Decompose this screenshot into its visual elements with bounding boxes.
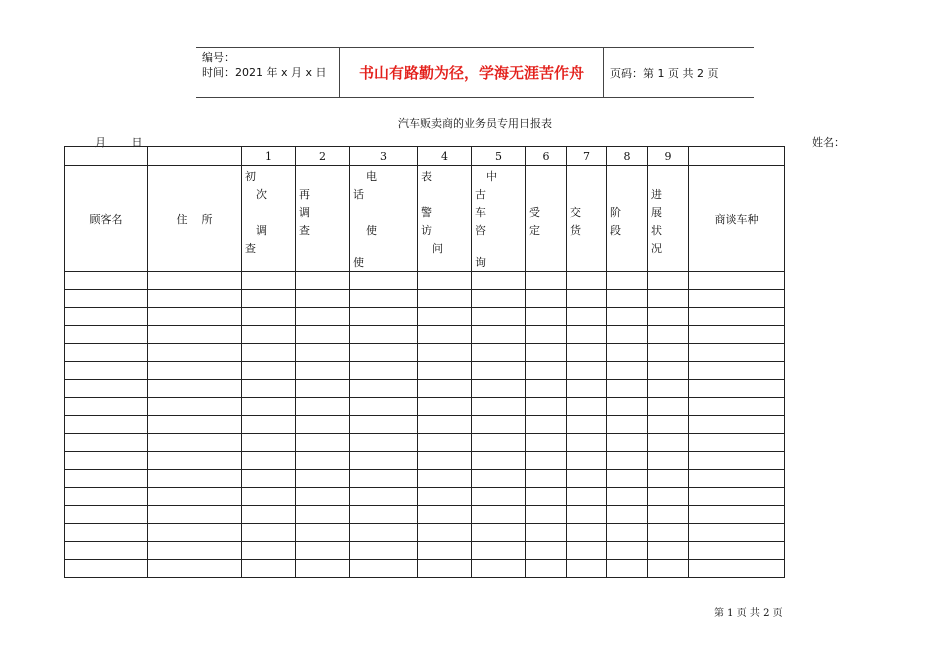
table-cell[interactable] [148,362,242,380]
col-num: 5 [472,147,526,166]
table-cell[interactable] [242,434,296,452]
table-cell[interactable] [242,560,296,578]
table-cell[interactable] [242,326,296,344]
table-row [65,452,785,470]
table-cell[interactable] [296,380,350,398]
header-col7: 交 货 [567,166,607,272]
table-cell[interactable] [607,488,648,506]
table-cell[interactable] [526,326,567,344]
name-label: 姓名： [812,136,845,149]
table-cell[interactable] [296,398,350,416]
table-cell[interactable] [148,290,242,308]
data-rows [65,272,785,578]
table-cell[interactable] [242,344,296,362]
table-cell[interactable] [567,542,607,560]
table-cell[interactable] [148,488,242,506]
table-cell[interactable] [567,344,607,362]
table-cell[interactable] [148,542,242,560]
table-cell[interactable] [648,506,689,524]
table-cell[interactable] [567,326,607,344]
table-cell[interactable] [472,344,526,362]
table-cell[interactable] [65,416,148,434]
header-col5: 中 古 车 咨 询 [472,166,526,272]
header-address: 住 所 [148,166,242,272]
table-cell[interactable] [567,506,607,524]
table-cell[interactable] [472,560,526,578]
table-cell[interactable] [648,452,689,470]
table-cell[interactable] [148,272,242,290]
table-cell[interactable] [472,416,526,434]
day-label: 日 [131,136,143,149]
table-cell[interactable] [472,290,526,308]
table-cell[interactable] [418,524,472,542]
table-cell[interactable] [65,326,148,344]
table-cell[interactable] [526,416,567,434]
table-cell[interactable] [648,434,689,452]
table-cell[interactable] [65,290,148,308]
table-cell[interactable] [567,380,607,398]
table-cell[interactable] [472,308,526,326]
table-cell[interactable] [689,380,785,398]
table-row [65,542,785,560]
table-cell[interactable] [296,524,350,542]
table-cell[interactable] [65,362,148,380]
table-cell[interactable] [648,470,689,488]
table-cell[interactable] [350,452,418,470]
table-row [65,488,785,506]
table-row [65,524,785,542]
form-title: 汽车贩卖商的业务员专用日报表 [398,117,552,130]
table-cell[interactable] [567,272,607,290]
table-cell[interactable] [472,506,526,524]
table-cell[interactable] [648,272,689,290]
table-cell[interactable] [350,488,418,506]
table-cell[interactable] [648,290,689,308]
table-cell[interactable] [526,524,567,542]
header-col3: 电 话 使 使 [350,166,418,272]
col-num: 2 [296,147,350,166]
table-cell[interactable] [607,470,648,488]
table-row [65,506,785,524]
table-cell[interactable] [648,344,689,362]
table-cell[interactable] [296,560,350,578]
table-cell[interactable] [350,326,418,344]
table-cell[interactable] [296,542,350,560]
table-cell[interactable] [418,362,472,380]
table-cell[interactable] [472,272,526,290]
col-num: 7 [567,147,607,166]
table-cell[interactable] [472,488,526,506]
table-cell[interactable] [148,416,242,434]
table-cell[interactable] [296,452,350,470]
col-num: 1 [242,147,296,166]
table-cell[interactable] [296,308,350,326]
table-cell[interactable] [689,434,785,452]
table-cell[interactable] [567,416,607,434]
table-cell[interactable] [567,488,607,506]
table-cell[interactable] [418,308,472,326]
header-left [202,50,327,80]
table-cell[interactable] [296,344,350,362]
table-cell[interactable] [472,380,526,398]
table-cell[interactable] [242,290,296,308]
table-cell[interactable] [472,470,526,488]
header-col9: 进 展 状 况 [648,166,689,272]
table-cell[interactable] [65,560,148,578]
page-label: 页码：第 1 页 共 2 页 [610,67,719,80]
table-cell[interactable] [242,362,296,380]
table-cell[interactable] [418,272,472,290]
table-cell[interactable] [526,470,567,488]
table-cell[interactable] [148,434,242,452]
header-car-type: 商谈车种 [689,166,785,272]
table-cell[interactable] [242,416,296,434]
table-cell[interactable] [418,434,472,452]
table-cell[interactable] [689,344,785,362]
table-cell[interactable] [350,362,418,380]
table-cell[interactable] [526,380,567,398]
table-cell[interactable] [350,506,418,524]
table-cell[interactable] [472,542,526,560]
table-cell[interactable] [526,542,567,560]
table-cell[interactable] [689,524,785,542]
column-number-row [65,147,785,166]
table-cell[interactable] [418,506,472,524]
table-cell[interactable] [418,326,472,344]
table-cell[interactable] [350,272,418,290]
table-cell[interactable] [607,380,648,398]
col-num: 3 [350,147,418,166]
column-header-row [65,166,785,272]
table-cell[interactable] [526,362,567,380]
table-cell[interactable] [242,506,296,524]
number-label: 编号： [202,51,235,64]
table-row [65,362,785,380]
table-cell[interactable] [472,398,526,416]
table-cell[interactable] [350,416,418,434]
table-cell[interactable] [418,416,472,434]
table-cell[interactable] [607,290,648,308]
table-cell[interactable] [567,398,607,416]
table-cell[interactable] [607,434,648,452]
table-cell[interactable] [472,362,526,380]
table-row [65,272,785,290]
table-cell[interactable] [526,434,567,452]
table-cell[interactable] [689,272,785,290]
table-cell[interactable] [607,506,648,524]
table-cell[interactable] [350,434,418,452]
table-cell[interactable] [65,398,148,416]
table-row [65,308,785,326]
table-cell[interactable] [648,416,689,434]
table-cell[interactable] [689,362,785,380]
table-cell[interactable] [689,398,785,416]
header-col2: 再 调 查 [296,166,350,272]
col-num: 9 [648,147,689,166]
table-cell[interactable] [296,272,350,290]
table-cell[interactable] [689,326,785,344]
table-cell[interactable] [296,326,350,344]
table-cell[interactable] [567,524,607,542]
table-cell[interactable] [648,308,689,326]
table-cell[interactable] [567,452,607,470]
table-cell[interactable] [689,452,785,470]
table-cell[interactable] [607,416,648,434]
table-cell[interactable] [350,380,418,398]
table-cell[interactable] [526,290,567,308]
header-col4: 表 警 访 问 [418,166,472,272]
table-cell[interactable] [648,524,689,542]
table-cell[interactable] [65,434,148,452]
table-cell[interactable] [689,506,785,524]
table-cell[interactable] [296,470,350,488]
table-cell[interactable] [242,542,296,560]
header-customer-name: 顾客名 [65,166,148,272]
table-cell[interactable] [242,308,296,326]
table-row [65,560,785,578]
table-cell[interactable] [350,398,418,416]
table-cell[interactable] [526,272,567,290]
table-cell[interactable] [567,308,607,326]
table-cell[interactable] [296,434,350,452]
table-cell[interactable] [148,524,242,542]
table-cell[interactable] [607,272,648,290]
table-cell[interactable] [418,290,472,308]
table-cell[interactable] [350,470,418,488]
table-cell[interactable] [567,290,607,308]
table-cell[interactable] [148,308,242,326]
motto: 书山有路勤为径，学海无涯苦作舟 [339,48,604,97]
table-cell[interactable] [567,470,607,488]
table-cell[interactable] [148,560,242,578]
table-cell[interactable] [242,524,296,542]
table-cell[interactable] [472,434,526,452]
table-cell[interactable] [65,506,148,524]
table-cell[interactable] [148,470,242,488]
table-cell[interactable] [350,344,418,362]
table-cell[interactable] [65,524,148,542]
table-cell[interactable] [296,506,350,524]
table-cell[interactable] [242,488,296,506]
table-cell[interactable] [148,506,242,524]
table-cell[interactable] [526,506,567,524]
table-cell[interactable] [607,560,648,578]
table-row [65,326,785,344]
table-cell[interactable] [296,416,350,434]
table-cell[interactable] [148,344,242,362]
month-label: 月 [95,136,106,149]
table-cell[interactable] [148,452,242,470]
table-cell[interactable] [296,290,350,308]
table-row [65,398,785,416]
table-cell[interactable] [607,308,648,326]
table-cell[interactable] [607,362,648,380]
table-cell[interactable] [526,398,567,416]
table-cell[interactable] [526,344,567,362]
table-cell[interactable] [526,560,567,578]
document-header [196,47,754,98]
table-cell[interactable] [65,308,148,326]
table-cell[interactable] [607,542,648,560]
table-cell[interactable] [648,560,689,578]
table-cell[interactable] [607,524,648,542]
table-cell[interactable] [65,542,148,560]
table-cell[interactable] [148,380,242,398]
table-row [65,434,785,452]
table-cell[interactable] [689,416,785,434]
table-row [65,470,785,488]
report-table [64,146,785,578]
table-cell[interactable] [689,560,785,578]
table-cell[interactable] [418,380,472,398]
table-cell[interactable] [65,452,148,470]
table-cell[interactable] [648,380,689,398]
table-cell[interactable] [242,272,296,290]
table-cell[interactable] [242,470,296,488]
table-cell[interactable] [242,398,296,416]
table-cell[interactable] [689,542,785,560]
table-cell[interactable] [607,344,648,362]
table-cell[interactable] [689,308,785,326]
table-cell[interactable] [648,398,689,416]
table-cell[interactable] [648,362,689,380]
col-num: 6 [526,147,567,166]
table-cell[interactable] [418,488,472,506]
table-cell[interactable] [65,488,148,506]
header-col6: 受 定 [526,166,567,272]
table-cell[interactable] [418,452,472,470]
table-cell[interactable] [148,326,242,344]
table-cell[interactable] [689,290,785,308]
table-row [65,290,785,308]
table-row [65,416,785,434]
table-cell[interactable] [689,488,785,506]
table-cell[interactable] [65,344,148,362]
table-cell[interactable] [607,452,648,470]
table-cell[interactable] [418,542,472,560]
table-cell[interactable] [242,380,296,398]
table-cell[interactable] [472,524,526,542]
table-cell[interactable] [567,362,607,380]
table-cell[interactable] [242,452,296,470]
table-cell[interactable] [418,560,472,578]
table-cell[interactable] [350,560,418,578]
table-cell[interactable] [526,452,567,470]
table-cell[interactable] [65,272,148,290]
table-cell[interactable] [350,290,418,308]
header-col1: 初 次 调 查 [242,166,296,272]
table-row [65,380,785,398]
table-cell[interactable] [648,542,689,560]
table-cell[interactable] [607,326,648,344]
table-cell[interactable] [148,398,242,416]
table-cell[interactable] [526,308,567,326]
table-cell[interactable] [472,326,526,344]
table-cell[interactable] [526,488,567,506]
table-cell[interactable] [567,560,607,578]
page-footer: 第 1 页 共 2 页 [714,608,783,619]
table-cell[interactable] [648,326,689,344]
table-cell[interactable] [350,308,418,326]
table-cell[interactable] [418,470,472,488]
table-cell[interactable] [472,452,526,470]
table-cell[interactable] [418,398,472,416]
table-cell[interactable] [418,344,472,362]
table-cell[interactable] [648,488,689,506]
table-row [65,344,785,362]
table-cell[interactable] [296,488,350,506]
table-cell[interactable] [65,470,148,488]
table-cell[interactable] [567,434,607,452]
table-cell[interactable] [689,470,785,488]
time-label: 时间：2021 年 x 月 x 日 [202,66,327,79]
table-cell[interactable] [65,380,148,398]
header-col8: 阶 段 [607,166,648,272]
col-num: 4 [418,147,472,166]
table-cell[interactable] [350,524,418,542]
col-num: 8 [607,147,648,166]
table-cell[interactable] [350,542,418,560]
table-cell[interactable] [607,398,648,416]
table-cell[interactable] [296,362,350,380]
